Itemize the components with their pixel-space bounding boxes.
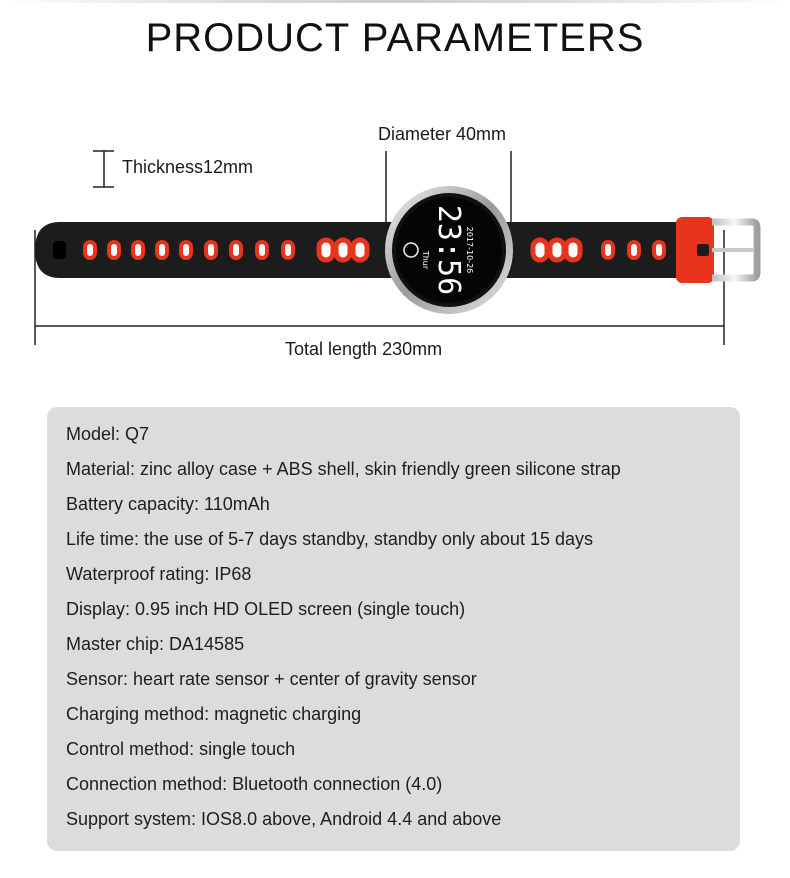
watch-day: Thur	[421, 250, 430, 270]
spec-line: Charging method: magnetic charging	[66, 704, 362, 724]
page-title: PRODUCT PARAMETERS	[145, 16, 645, 60]
buckle	[712, 222, 757, 278]
strap-hole	[533, 240, 547, 260]
spec-line: Master chip: DA14585	[66, 634, 245, 654]
thickness-label: Thickness12mm	[122, 157, 254, 177]
strap-hole	[133, 242, 143, 258]
strap-hole	[231, 242, 241, 258]
spec-line: Display: 0.95 inch HD OLED screen (single touch)	[66, 599, 466, 619]
strap-hole	[181, 242, 191, 258]
spec-line: Connection method: Bluetooth connection (4.0)	[66, 774, 443, 794]
spec-line: Material: zinc alloy case + ABS shell, skin friendly green silicone strap	[66, 459, 621, 479]
spec-line: Battery capacity: 110mAh	[66, 494, 270, 514]
watch-face	[385, 186, 513, 314]
strap-hole	[629, 242, 639, 258]
strap-hole	[566, 240, 580, 260]
length-label: Total length 230mm	[285, 339, 443, 359]
strap-hole	[654, 242, 664, 258]
strap-hole	[109, 242, 119, 258]
strap-hole	[283, 242, 293, 258]
spec-line: Waterproof rating: IP68	[66, 564, 252, 584]
spec-line: Support system: IOS8.0 above, Android 4.4 and above	[66, 809, 502, 829]
strap-hole	[603, 242, 613, 258]
strap-hole	[353, 240, 367, 260]
strap-hole	[85, 242, 95, 258]
diameter-label: Diameter 40mm	[378, 124, 507, 144]
spec-line: Sensor: heart rate sensor + center of gravity sensor	[66, 669, 477, 689]
strap-hole	[206, 242, 216, 258]
watch-date: 2017-10-26	[465, 226, 474, 274]
strap-hole	[157, 242, 167, 258]
spec-line: Control method: single touch	[66, 739, 296, 759]
spec-line: Model: Q7	[66, 424, 150, 444]
strap-hole	[336, 240, 350, 260]
strap-hole	[257, 242, 267, 258]
thickness-marker	[93, 151, 114, 187]
strap-hole	[550, 240, 564, 260]
strap-hole	[319, 240, 333, 260]
spec-line: Life time: the use of 5-7 days standby, standby only about 15 days	[66, 529, 593, 549]
watch-time: 23:56	[431, 204, 466, 296]
